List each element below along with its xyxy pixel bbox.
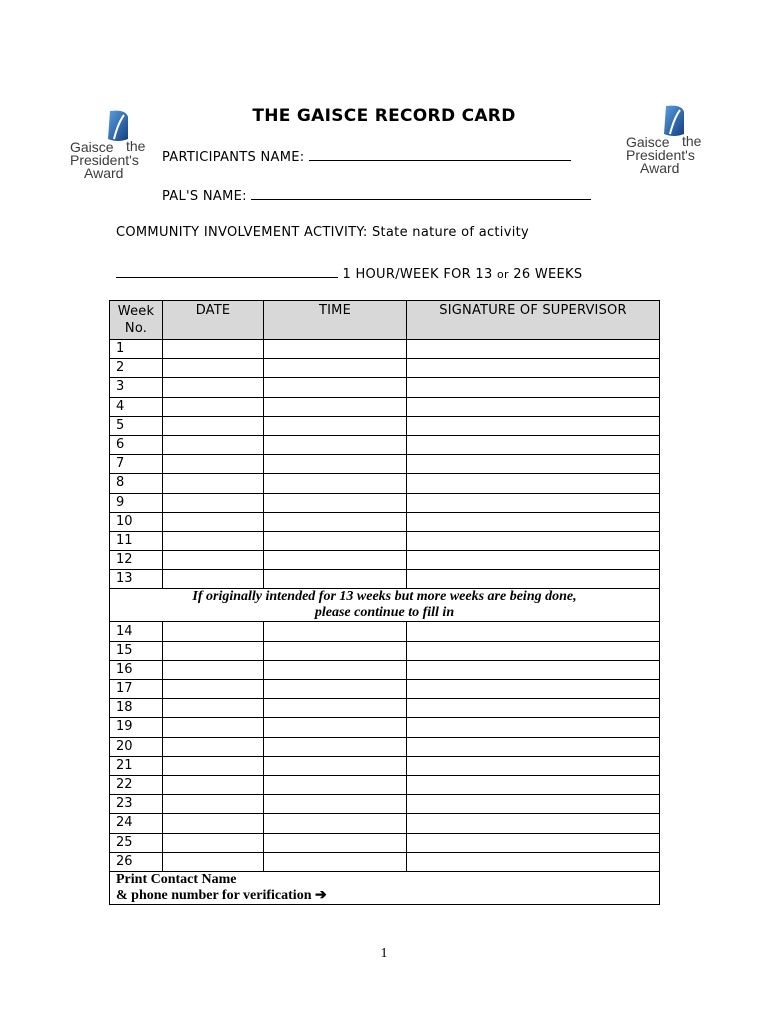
pals-name-row <box>162 187 591 204</box>
week-number-cell: 26 <box>110 852 163 871</box>
continuation-note <box>110 589 660 622</box>
contact-row <box>110 871 660 904</box>
signature-cell[interactable] <box>407 378 660 397</box>
table-row <box>110 397 660 416</box>
date-cell[interactable] <box>163 737 264 756</box>
signature-cell[interactable] <box>407 474 660 493</box>
time-cell[interactable] <box>264 397 407 416</box>
contact-line1: Print Contact Name <box>116 871 237 887</box>
date-cell[interactable] <box>163 397 264 416</box>
signature-cell[interactable] <box>407 340 660 359</box>
date-cell[interactable] <box>163 756 264 775</box>
time-cell[interactable] <box>264 570 407 589</box>
activity-label: COMMUNITY INVOLVEMENT ACTIVITY: <box>116 225 368 240</box>
table-row <box>110 756 660 775</box>
time-cell[interactable] <box>264 551 407 570</box>
week-number-cell: 21 <box>110 756 163 775</box>
logo-text-presidents: President's <box>70 152 139 168</box>
table-row <box>110 551 660 570</box>
week-number-cell: 7 <box>110 455 163 474</box>
signature-cell[interactable] <box>407 570 660 589</box>
table-row <box>110 512 660 531</box>
time-cell[interactable] <box>264 814 407 833</box>
time-cell[interactable] <box>264 718 407 737</box>
date-cell[interactable] <box>163 852 264 871</box>
table-row <box>110 833 660 852</box>
weeks-1-13 <box>110 340 660 589</box>
table-row <box>110 416 660 435</box>
time-cell[interactable] <box>264 699 407 718</box>
col-header-signature: SIGNATURE OF SUPERVISOR <box>407 301 660 340</box>
time-cell[interactable] <box>264 455 407 474</box>
logo-text-presidents: President's <box>626 147 695 163</box>
time-cell[interactable] <box>264 852 407 871</box>
activity-hint: State nature of activity <box>371 225 530 240</box>
week-number-cell: 5 <box>110 416 163 435</box>
week-number-cell: 1 <box>110 340 163 359</box>
week-number-cell: 18 <box>110 699 163 718</box>
table-row <box>110 622 660 641</box>
time-cell[interactable] <box>264 416 407 435</box>
table-row <box>110 718 660 737</box>
date-cell[interactable] <box>163 340 264 359</box>
date-cell[interactable] <box>163 795 264 814</box>
signature-cell[interactable] <box>407 531 660 550</box>
signature-cell[interactable] <box>407 718 660 737</box>
signature-cell[interactable] <box>407 833 660 852</box>
logo-text-gaisce: Gaisce <box>70 139 114 155</box>
record-table <box>109 300 660 905</box>
time-cell[interactable] <box>264 474 407 493</box>
time-cell[interactable] <box>264 359 407 378</box>
col-header-week-line1: Week <box>117 304 155 319</box>
date-cell[interactable] <box>163 378 264 397</box>
week-number-cell: 22 <box>110 775 163 794</box>
participants-name-label: PARTICIPANTS NAME: <box>162 150 305 165</box>
date-cell[interactable] <box>163 416 264 435</box>
week-number-cell: 13 <box>110 570 163 589</box>
date-cell[interactable] <box>163 680 264 699</box>
week-number-cell: 25 <box>110 833 163 852</box>
signature-cell[interactable] <box>407 551 660 570</box>
logo-text-the: the <box>126 138 146 154</box>
week-number-cell: 15 <box>110 641 163 660</box>
week-number-cell: 4 <box>110 397 163 416</box>
date-cell[interactable] <box>163 359 264 378</box>
date-cell[interactable] <box>163 833 264 852</box>
date-cell[interactable] <box>163 814 264 833</box>
date-cell[interactable] <box>163 531 264 550</box>
table-row <box>110 435 660 454</box>
contact-cell[interactable] <box>110 871 660 904</box>
table-row <box>110 852 660 871</box>
week-number-cell: 6 <box>110 435 163 454</box>
signature-cell[interactable] <box>407 455 660 474</box>
signature-cell[interactable] <box>407 397 660 416</box>
page-title: THE GAISCE RECORD CARD <box>252 106 516 126</box>
week-number-cell: 14 <box>110 622 163 641</box>
weeks-14-26 <box>110 622 660 871</box>
logo-text-gaisce: Gaisce <box>626 134 670 150</box>
participants-name-row <box>162 148 571 165</box>
signature-cell[interactable] <box>407 775 660 794</box>
signature-cell[interactable] <box>407 680 660 699</box>
time-cell[interactable] <box>264 340 407 359</box>
note-line1: If originally intended for 13 weeks but more weeks are being done, <box>192 589 577 605</box>
week-number-cell: 12 <box>110 551 163 570</box>
signature-cell[interactable] <box>407 493 660 512</box>
participants-name-field[interactable] <box>309 148 571 161</box>
col-header-date: DATE <box>163 301 264 340</box>
signature-cell[interactable] <box>407 641 660 660</box>
time-cell[interactable] <box>264 795 407 814</box>
pals-name-field[interactable] <box>251 187 591 200</box>
week-number-cell: 17 <box>110 680 163 699</box>
week-number-cell: 9 <box>110 493 163 512</box>
time-cell[interactable] <box>264 737 407 756</box>
table-row <box>110 775 660 794</box>
time-cell[interactable] <box>264 756 407 775</box>
hours-tail: 26 WEEKS <box>513 267 583 282</box>
logo-text-the: the <box>682 133 702 149</box>
table-row <box>110 699 660 718</box>
time-cell[interactable] <box>264 378 407 397</box>
activity-row <box>116 225 529 240</box>
table-row <box>110 680 660 699</box>
signature-cell[interactable] <box>407 512 660 531</box>
date-cell[interactable] <box>163 699 264 718</box>
week-number-cell: 2 <box>110 359 163 378</box>
week-number-cell: 24 <box>110 814 163 833</box>
week-number-cell: 19 <box>110 718 163 737</box>
date-cell[interactable] <box>163 455 264 474</box>
col-header-week <box>110 301 163 340</box>
week-number-cell: 23 <box>110 795 163 814</box>
table-row <box>110 340 660 359</box>
pals-name-label: PAL'S NAME: <box>162 189 247 204</box>
signature-cell[interactable] <box>407 814 660 833</box>
time-cell[interactable] <box>264 641 407 660</box>
week-number-cell: 20 <box>110 737 163 756</box>
time-cell[interactable] <box>264 531 407 550</box>
time-cell[interactable] <box>264 680 407 699</box>
col-header-week-line2: No. <box>124 321 148 336</box>
time-cell[interactable] <box>264 775 407 794</box>
week-number-cell: 11 <box>110 531 163 550</box>
signature-cell[interactable] <box>407 852 660 871</box>
col-header-time: TIME <box>264 301 407 340</box>
date-cell[interactable] <box>163 493 264 512</box>
date-cell[interactable] <box>163 622 264 641</box>
time-cell[interactable] <box>264 435 407 454</box>
logo-text-award: Award <box>640 160 680 176</box>
contact-line2: & phone number for verification <box>116 887 312 903</box>
table-row <box>110 359 660 378</box>
signature-cell[interactable] <box>407 359 660 378</box>
table-row <box>110 737 660 756</box>
signature-cell[interactable] <box>407 435 660 454</box>
table-row <box>110 493 660 512</box>
continuation-note-row <box>110 589 660 622</box>
time-cell[interactable] <box>264 493 407 512</box>
time-cell[interactable] <box>264 833 407 852</box>
time-cell[interactable] <box>264 660 407 679</box>
arrow-right-icon: ➔ <box>314 887 327 903</box>
signature-cell[interactable] <box>407 699 660 718</box>
table-row <box>110 531 660 550</box>
date-cell[interactable] <box>163 718 264 737</box>
hours-or: or <box>496 268 509 281</box>
signature-cell[interactable] <box>407 737 660 756</box>
date-cell[interactable] <box>163 775 264 794</box>
table-row <box>110 660 660 679</box>
date-cell[interactable] <box>163 551 264 570</box>
signature-cell[interactable] <box>407 622 660 641</box>
time-cell[interactable] <box>264 512 407 531</box>
date-cell[interactable] <box>163 435 264 454</box>
week-number-cell: 8 <box>110 474 163 493</box>
date-cell[interactable] <box>163 570 264 589</box>
note-line2: please continue to fill in <box>314 605 455 621</box>
hours-label: 1 HOUR/WEEK FOR 13 <box>342 267 493 282</box>
week-number-cell: 10 <box>110 512 163 531</box>
week-number-cell: 16 <box>110 660 163 679</box>
signature-cell[interactable] <box>407 416 660 435</box>
date-cell[interactable] <box>163 474 264 493</box>
table-row <box>110 641 660 660</box>
activity-nature-field[interactable] <box>116 265 338 278</box>
date-cell[interactable] <box>163 660 264 679</box>
table-row <box>110 570 660 589</box>
page-number: 1 <box>380 946 388 961</box>
table-header-row <box>110 301 660 340</box>
hours-row <box>116 265 582 282</box>
signature-cell[interactable] <box>407 660 660 679</box>
week-number-cell: 3 <box>110 378 163 397</box>
table-row <box>110 474 660 493</box>
time-cell[interactable] <box>264 622 407 641</box>
signature-cell[interactable] <box>407 756 660 775</box>
date-cell[interactable] <box>163 512 264 531</box>
table-row <box>110 378 660 397</box>
date-cell[interactable] <box>163 641 264 660</box>
table-row <box>110 795 660 814</box>
table-row <box>110 814 660 833</box>
table-row <box>110 455 660 474</box>
logo-text-award: Award <box>84 165 124 181</box>
signature-cell[interactable] <box>407 795 660 814</box>
